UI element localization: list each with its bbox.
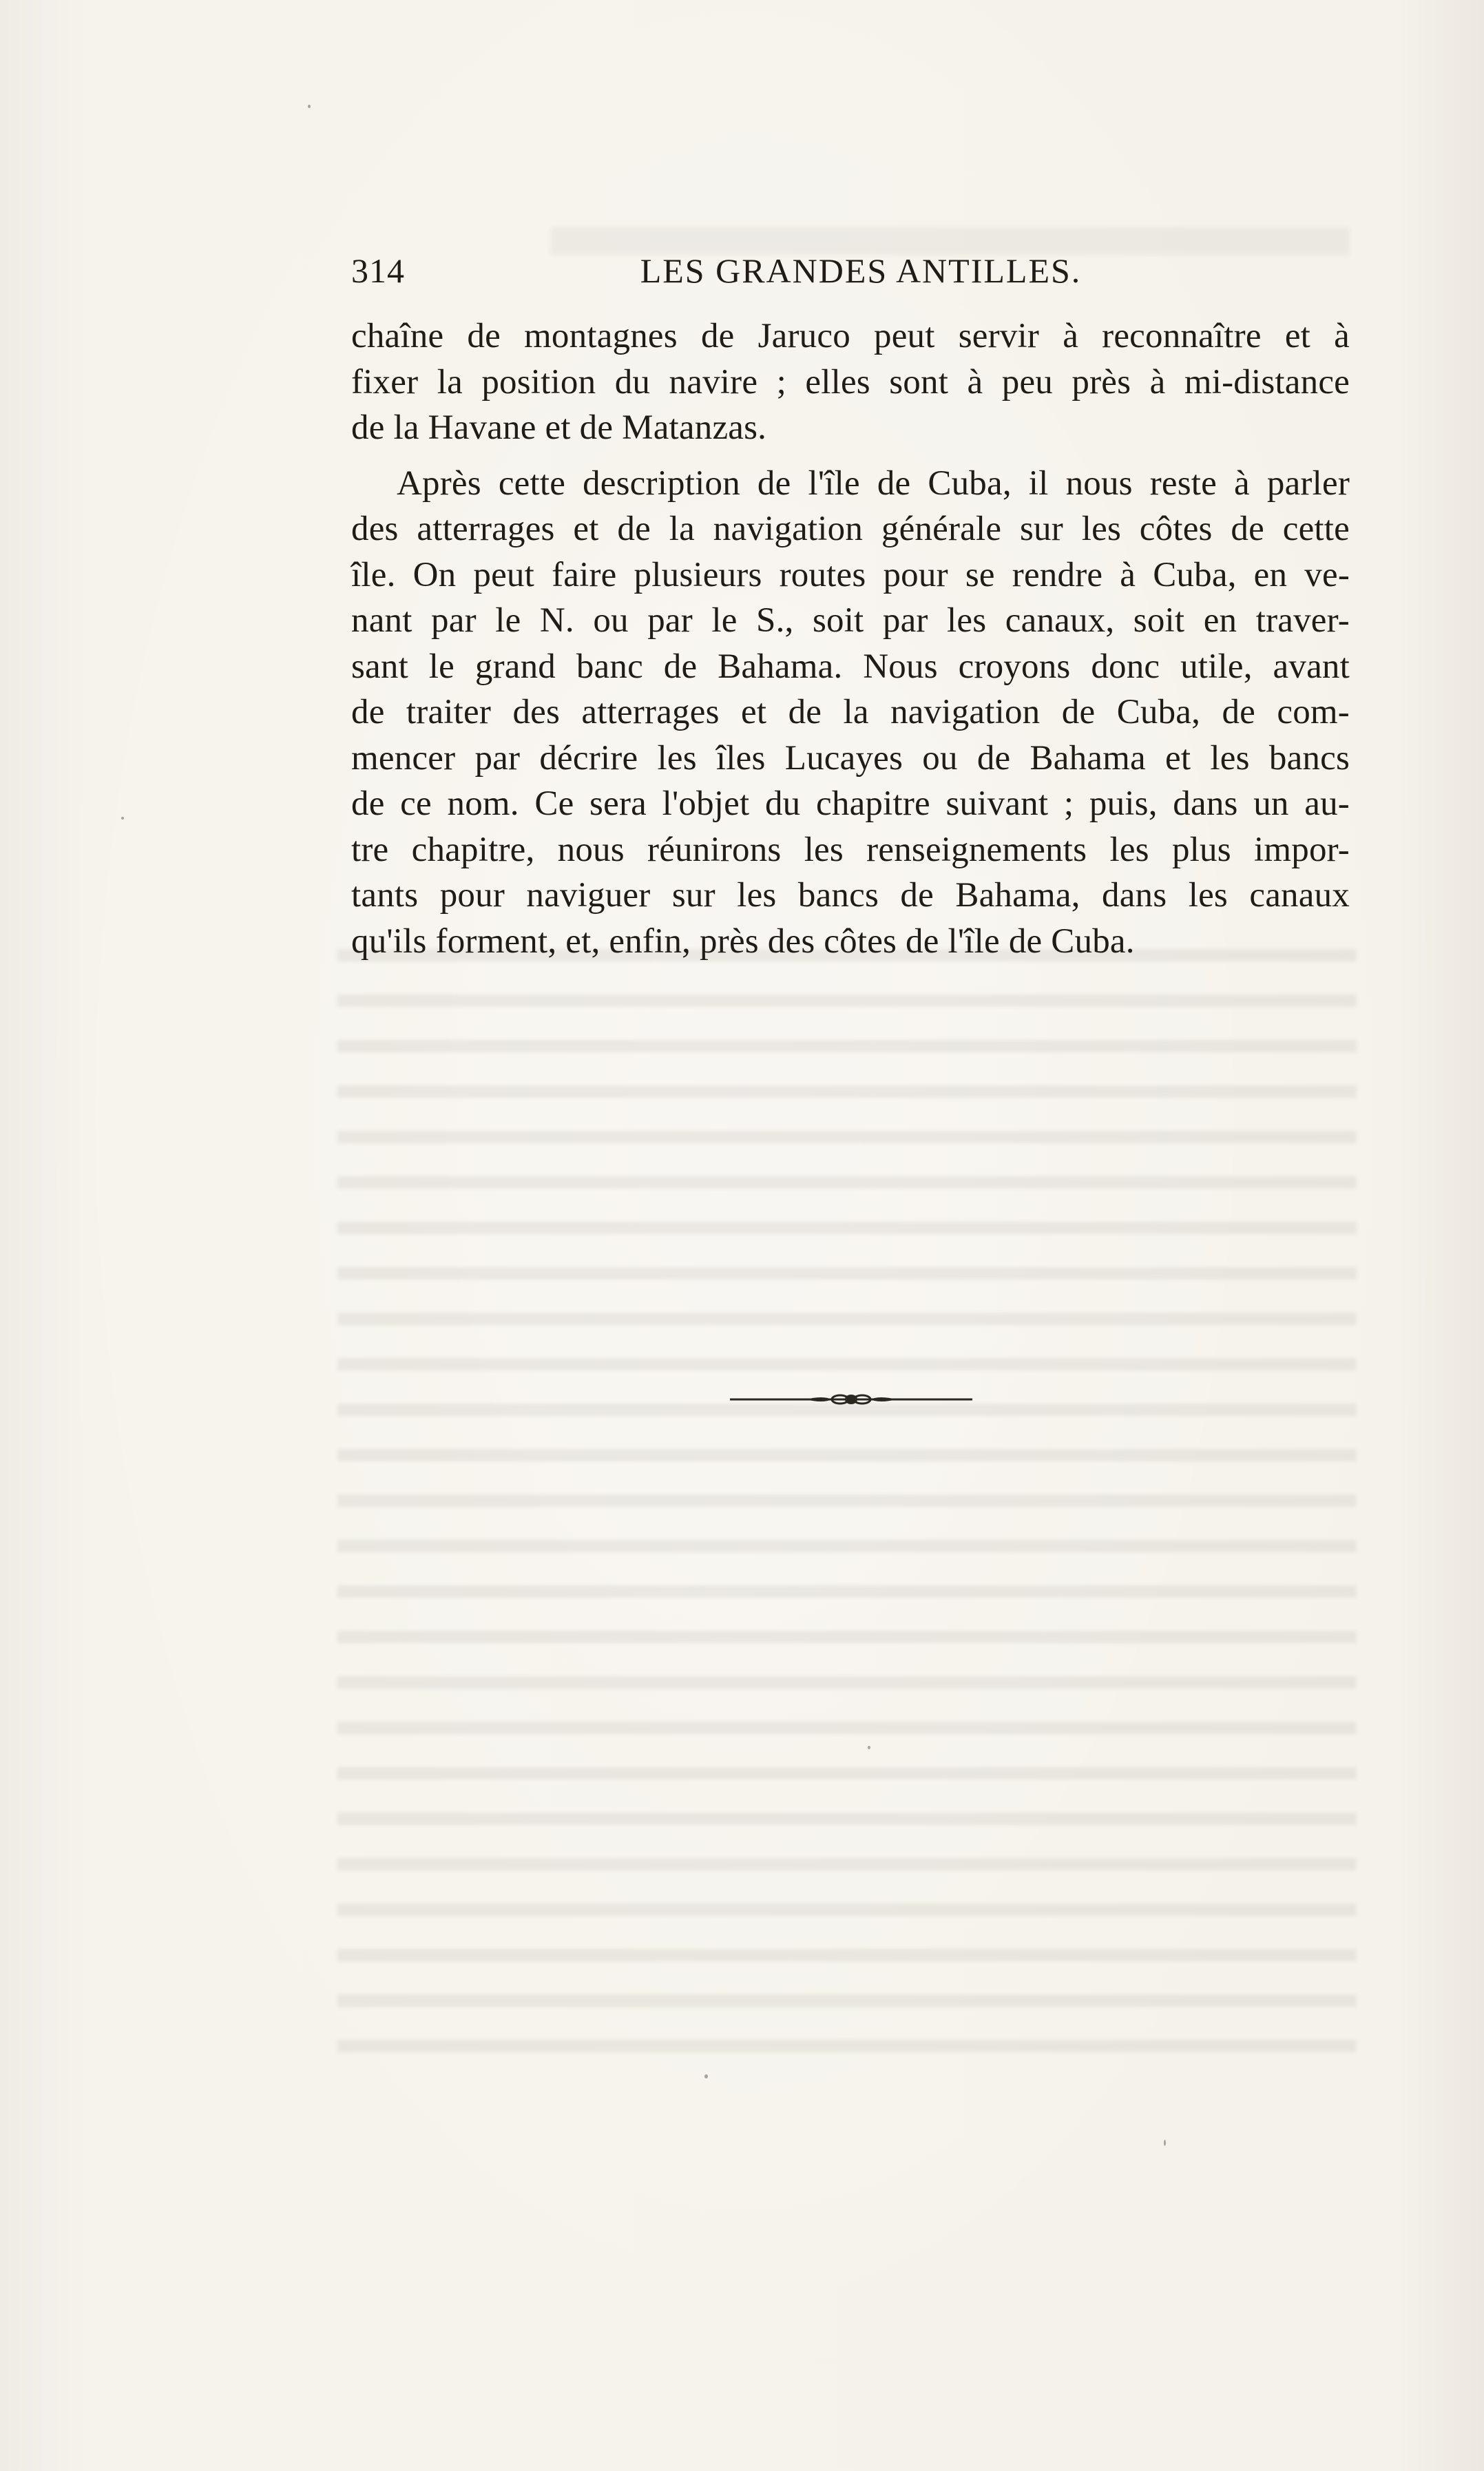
paper-speck (308, 105, 311, 108)
paragraph (351, 313, 1350, 451)
text-line: nant par le N. ou par le S., soit par les canaux, soit en traver- (351, 601, 1350, 640)
paper-speck (1164, 2140, 1166, 2146)
text-line: qu'ils forment, et, enfin, près des côtes de l'île de Cuba. (351, 921, 1135, 961)
text-line: chaîne de montagnes de Jaruco peut servir à reconnaître et à (351, 317, 1350, 355)
running-head: LES GRANDES ANTILLES. (640, 251, 1082, 290)
text-line: de traiter des atterrages et de la navigation de Cuba, de com- (351, 693, 1350, 731)
text-line: tre chapitre, nous réunirons les renseignements les plus impor- (351, 830, 1350, 869)
text-line: tants pour naviguer sur les bancs de Bahama, dans les canaux (351, 876, 1350, 915)
text-line: sant le grand banc de Bahama. Nous croyons donc utile, avant (351, 647, 1350, 686)
paper-speck (704, 2074, 708, 2078)
page-header (351, 251, 1357, 299)
paper-speck (868, 1746, 870, 1749)
paper-speck (121, 817, 124, 820)
text-line: mencer par décrire les îles Lucayes ou de Bahama et les bancs (351, 738, 1350, 778)
body-text (351, 313, 1350, 964)
paragraph (351, 461, 1350, 965)
end-of-chapter-ornament (730, 1391, 972, 1408)
text-line: île. On peut faire plusieurs routes pour se rendre à Cuba, en ve- (351, 555, 1350, 594)
text-line: de ce nom. Ce sera l'objet du chapitre suivant ; puis, dans un au- (351, 784, 1350, 823)
text-line: de la Havane et de Matanzas. (351, 408, 767, 447)
text-line: fixer la position du navire ; elles sont à peu près à mi-distance (351, 362, 1350, 402)
text-line: Après cette description de l'île de Cuba, il nous reste à parler (397, 463, 1350, 503)
page-number: 314 (351, 251, 405, 290)
text-line: des atterrages et de la navigation générale sur les côtes de cette (351, 510, 1350, 548)
show-through-text (337, 937, 1357, 2052)
